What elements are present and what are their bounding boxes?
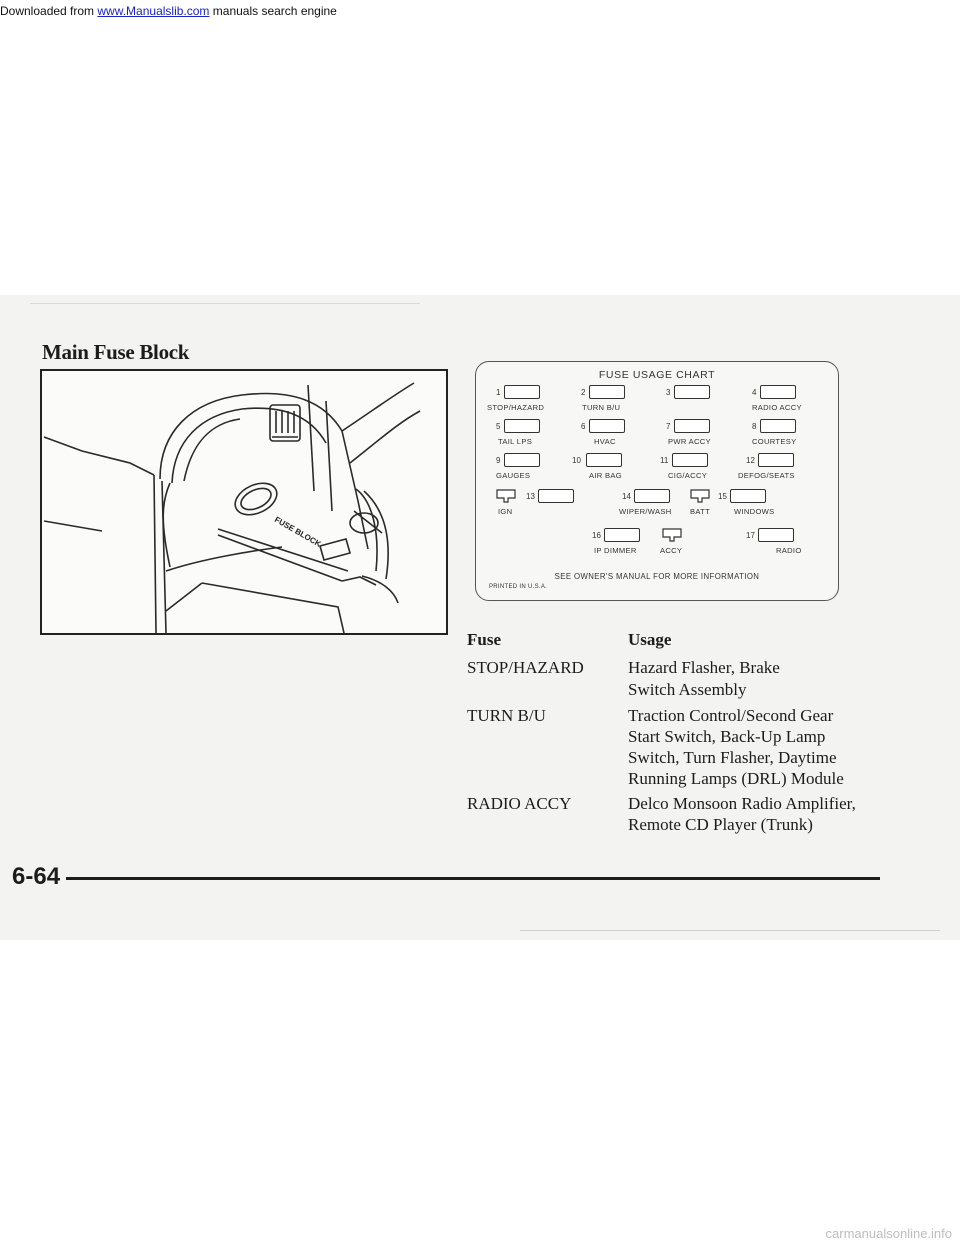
fuse-box xyxy=(589,419,625,433)
slot-number: 13 xyxy=(526,492,535,501)
chart-title: FUSE USAGE CHART xyxy=(598,369,716,381)
label-pwr-accy: PWR ACCY xyxy=(668,437,711,446)
fuse-box xyxy=(538,489,574,503)
banner-prefix: Downloaded from xyxy=(0,4,98,18)
fuse-column-header: Fuse xyxy=(467,630,501,649)
fuse-box xyxy=(634,489,670,503)
chart-footer-note: SEE OWNER'S MANUAL FOR MORE INFORMATION xyxy=(554,572,760,581)
fuse-box xyxy=(604,528,640,542)
slot-number: 2 xyxy=(581,388,586,397)
slot-number: 17 xyxy=(746,531,755,540)
slot-number: 9 xyxy=(496,456,501,465)
fuse-box xyxy=(760,385,796,399)
fuse-box xyxy=(674,385,710,399)
fuse-block-callout: FUSE BLOCK xyxy=(273,514,323,549)
printed-in-usa: PRINTED IN U.S.A. xyxy=(489,584,548,590)
fuse-box xyxy=(758,453,794,467)
usage-line: Traction Control/Second Gear xyxy=(628,706,834,725)
slot-number: 14 xyxy=(622,492,631,501)
fuse-box xyxy=(589,385,625,399)
top-rule xyxy=(30,303,420,304)
fuse-box xyxy=(586,453,622,467)
label-tail-lps: TAIL LPS xyxy=(498,437,533,446)
watermark: carmanualsonline.info xyxy=(825,1226,952,1241)
manualslib-link[interactable]: www.Manualslib.com xyxy=(97,4,210,18)
slot-number: 11 xyxy=(660,456,669,465)
usage-line: Start Switch, Back-Up Lamp xyxy=(628,727,826,746)
label-courtesy: COURTESY xyxy=(752,437,797,446)
usage-column-header: Usage xyxy=(628,630,672,649)
label-radio-accy: RADIO ACCY xyxy=(752,403,802,412)
download-banner xyxy=(0,4,337,18)
label-stop-hazard: STOP/HAZARD xyxy=(487,403,545,412)
label-defog-seats: DEFOG/SEATS xyxy=(738,471,795,480)
fuse-box xyxy=(730,489,766,503)
label-ip-dimmer: IP DIMMER xyxy=(594,546,637,555)
bottom-rule-faint xyxy=(520,930,940,931)
slot-number: 15 xyxy=(718,492,727,501)
door-pillar-drawing xyxy=(42,371,446,633)
fuse-box xyxy=(504,419,540,433)
usage-line: Switch Assembly xyxy=(628,680,747,699)
usage-line: Running Lamps (DRL) Module xyxy=(628,769,844,788)
fuse-box xyxy=(758,528,794,542)
usage-line: Hazard Flasher, Brake xyxy=(628,658,780,677)
label-wiper-wash: WIPER/WASH xyxy=(619,507,672,516)
slot-number: 1 xyxy=(496,388,501,397)
label-windows: WINDOWS xyxy=(734,507,775,516)
label-turn-bu: TURN B/U xyxy=(582,403,621,412)
label-gauges: GAUGES xyxy=(496,471,531,480)
page-number: 6-64 xyxy=(12,863,61,890)
fuse-box xyxy=(760,419,796,433)
usage-line: Switch, Turn Flasher, Daytime xyxy=(628,748,837,767)
mini-fuse-ign xyxy=(496,489,516,503)
bottom-rule xyxy=(66,877,880,880)
label-cig-accy: CIG/ACCY xyxy=(668,471,708,480)
fuse-block-illustration xyxy=(40,369,448,635)
fuse-usage-chart xyxy=(475,361,839,601)
fuse-turn-bu: TURN B/U xyxy=(467,706,546,725)
fuse-radio-accy: RADIO ACCY xyxy=(467,794,572,813)
usage-line: Remote CD Player (Trunk) xyxy=(628,815,813,834)
label-air-bag: AIR BAG xyxy=(589,471,622,480)
slot-number: 7 xyxy=(666,422,671,431)
slot-number: 5 xyxy=(496,422,501,431)
slot-number: 3 xyxy=(666,388,671,397)
usage-line: Delco Monsoon Radio Amplifier, xyxy=(628,794,856,813)
label-ign: IGN xyxy=(498,507,513,516)
label-accy: ACCY xyxy=(660,546,683,555)
mini-fuse-accy xyxy=(662,528,682,542)
slot-number: 16 xyxy=(592,531,601,540)
slot-number: 8 xyxy=(752,422,757,431)
fuse-box xyxy=(674,419,710,433)
label-batt: BATT xyxy=(690,507,711,516)
fuse-box xyxy=(504,385,540,399)
fuse-box xyxy=(504,453,540,467)
fuse-stop-hazard: STOP/HAZARD xyxy=(467,658,584,677)
slot-number: 6 xyxy=(581,422,586,431)
slot-number: 10 xyxy=(572,456,581,465)
label-radio: RADIO xyxy=(776,546,802,555)
label-hvac: HVAC xyxy=(594,437,616,446)
slot-number: 4 xyxy=(752,388,757,397)
banner-suffix: manuals search engine xyxy=(209,4,337,18)
fuse-box xyxy=(672,453,708,467)
slot-number: 12 xyxy=(746,456,755,465)
mini-fuse-batt xyxy=(690,489,710,503)
section-title: Main Fuse Block xyxy=(42,340,190,364)
